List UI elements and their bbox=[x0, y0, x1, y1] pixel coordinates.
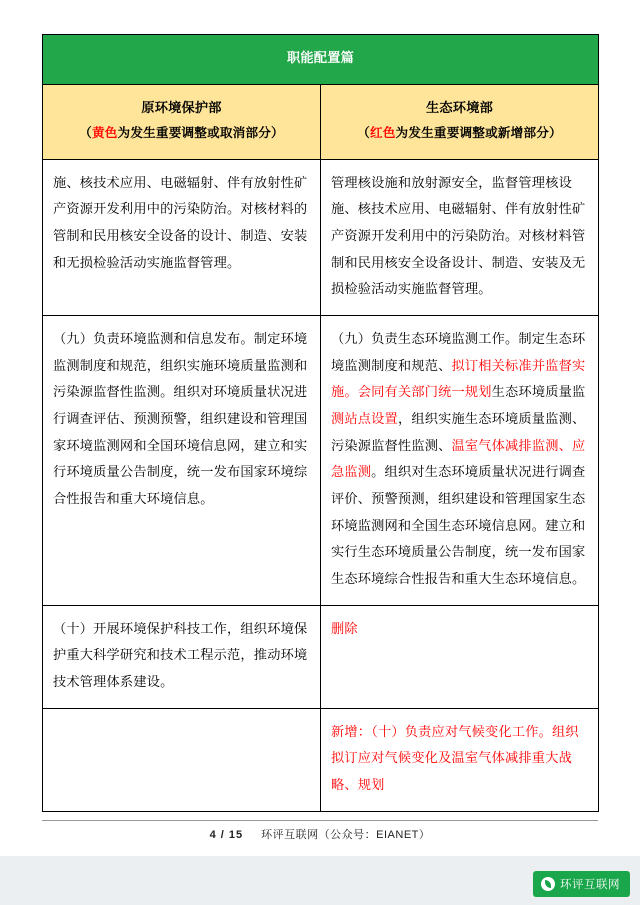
revised-text-segment: 温室气体减排监测、应急监测 bbox=[331, 437, 586, 480]
column-header-left-subtitle bbox=[53, 121, 310, 146]
row-left-cell bbox=[43, 316, 321, 606]
revised-text-segment: 拟订相关标准并监督实施。会同有关部门统一规划 bbox=[331, 357, 586, 400]
right-subtitle-rest: 为发生重要调整或新增部分） bbox=[395, 126, 562, 141]
text-segment: 生态环境质量监 bbox=[491, 384, 586, 400]
row-left-text: （十）开展环境保护科技工作，组织环境保护重大科学研究和技术工程示范，推动环境技术管理体系建设。 bbox=[53, 620, 308, 689]
column-header-left-title: 原环境保护部 bbox=[141, 99, 222, 115]
row-right-text bbox=[331, 170, 588, 303]
page-number: 4 / 15 bbox=[209, 829, 244, 841]
footer-rule bbox=[42, 820, 598, 821]
column-header-right-title: 生态环境部 bbox=[426, 99, 493, 115]
revised-text-segment: （十）负责应对气候变化工作。组织拟订应对气候变化及温室气体减排重大战略、规划 bbox=[331, 723, 579, 792]
leaf-icon bbox=[541, 877, 555, 891]
comparison-table bbox=[42, 34, 599, 812]
table-row bbox=[43, 605, 599, 708]
column-header-right-subtitle bbox=[331, 121, 588, 146]
row-right-cell bbox=[321, 316, 599, 606]
page-footer bbox=[0, 826, 640, 842]
row-right-cell bbox=[321, 605, 599, 708]
text-segment: 管理核设施和放射源安全，监督管理核设施、核技术应用、电磁辐射、伴有放射性矿产资源开发利用中的污染防治。对核材料管制和民用核安全设备设计、制造、安装及无损检验活动实施监督管理。 bbox=[331, 174, 586, 297]
left-subtitle-rest: 为发生重要调整或取消部分） bbox=[117, 126, 284, 141]
right-subtitle-prefix: （ bbox=[357, 126, 370, 141]
table-row bbox=[43, 708, 599, 811]
row-left-text: 施、核技术应用、电磁辐射、伴有放射性矿产资源开发利用中的污染防治。对核材料的管制和民用核安全设备的设计、制造、安装和无损检验活动实施监督管理。 bbox=[53, 174, 308, 270]
banner-title: 职能配置篇 bbox=[43, 35, 599, 85]
row-left-cell bbox=[43, 708, 321, 811]
watermark-label: 环评互联网 bbox=[560, 879, 620, 891]
revised-text-segment: 测站点设置 bbox=[331, 411, 398, 426]
document-body bbox=[42, 34, 598, 812]
column-header-right bbox=[321, 84, 599, 159]
row-left-cell bbox=[43, 159, 321, 315]
row-right-text bbox=[331, 616, 588, 643]
text-segment: （九）负责生态环境监测工作。制定生态环境监测制度和规范、 bbox=[331, 331, 586, 373]
left-subtitle-highlight: 黄色 bbox=[91, 126, 118, 141]
revised-text-segment: 删除 bbox=[331, 620, 358, 636]
row-right-text bbox=[331, 326, 588, 593]
watermark-badge bbox=[533, 871, 630, 897]
right-subtitle-highlight: 红色 bbox=[369, 126, 396, 141]
text-segment: ，组织实施生态环境质量监测、污染源监督性监测、 bbox=[331, 411, 586, 453]
row-left-text bbox=[53, 719, 310, 779]
row-right-cell bbox=[321, 708, 599, 811]
table-row bbox=[43, 316, 599, 606]
revised-text-segment: 新增： bbox=[331, 723, 372, 739]
table-row bbox=[43, 159, 599, 315]
text-segment: 。组织对生态环境质量状况进行调查评价、预警预测，组织建设和管理国家生态环境监测网和全国生态环境信息网。建立和实行生态环境质量公告制度，统一发布国家生态环境综合性报告和重大生态环境信息。 bbox=[331, 464, 586, 586]
row-right-cell bbox=[321, 159, 599, 315]
row-left-cell bbox=[43, 605, 321, 708]
left-subtitle-prefix: （ bbox=[79, 126, 92, 141]
row-right-text bbox=[331, 719, 588, 799]
row-left-text: （九）负责环境监测和信息发布。制定环境监测制度和规范，组织实施环境质量监测和污染源监督性监测。组织对环境质量状况进行调查评估、预测预警，组织建设和管理国家环境监测网和全国环境信息网，建立和实行环境质量公告制度，统一发布国家环境综合性报告和重大环境信息。 bbox=[53, 331, 308, 506]
table-header-row bbox=[43, 84, 599, 159]
table-banner-row bbox=[43, 35, 599, 85]
footer-site: 环评互联网（公众号：EIANET） bbox=[261, 829, 431, 841]
column-header-left bbox=[43, 84, 321, 159]
